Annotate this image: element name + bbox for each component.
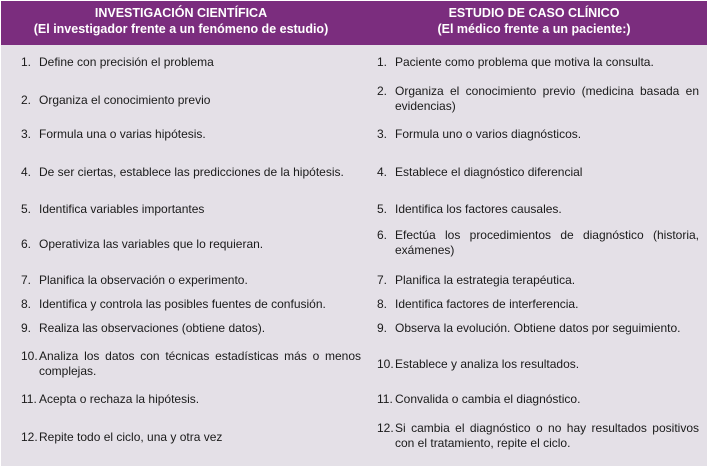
left-item-number: 5.	[21, 202, 32, 216]
right-item-number: 5.	[377, 202, 388, 216]
right-item-number: 2.	[377, 84, 388, 98]
right-cell	[377, 421, 699, 451]
left-cell	[21, 127, 361, 142]
right-item-text: Planifica la estrategia terapéutica.	[395, 273, 576, 287]
header-left	[1, 5, 361, 37]
left-cell	[21, 202, 361, 217]
right-item-text: Identifica los factores causales.	[395, 202, 562, 216]
left-cell	[21, 349, 361, 379]
right-item-text: Paciente como problema que motiva la consulta.	[395, 55, 654, 69]
left-item-text: Repite todo el ciclo, una y otra vez	[39, 430, 223, 444]
left-item-number: 12.	[21, 430, 38, 444]
left-cell	[21, 321, 361, 336]
left-item-number: 3.	[21, 127, 32, 141]
right-cell	[377, 165, 699, 180]
right-item-text: Si cambia el diagnóstico o no hay resultados positivos con el tratamiento, repite el ciclo.	[395, 421, 699, 450]
left-item-number: 2.	[21, 93, 32, 107]
left-item-text: Formula una o varias hipótesis.	[39, 127, 206, 141]
right-cell	[377, 297, 699, 312]
left-item-text: Planifica la observación o experimento.	[39, 273, 248, 287]
right-cell	[377, 321, 699, 336]
right-item-text: Formula uno o varios diagnósticos.	[395, 127, 582, 141]
left-item-text: Acepta o rechaza la hipótesis.	[39, 392, 200, 406]
left-item-number: 4.	[21, 165, 32, 179]
right-cell	[377, 392, 699, 407]
left-cell	[21, 273, 361, 288]
comparison-table	[1, 1, 707, 466]
right-cell	[377, 84, 699, 114]
right-item-number: 1.	[377, 55, 388, 69]
right-cell	[377, 55, 699, 70]
left-cell	[21, 55, 361, 70]
right-item-number: 12.	[377, 421, 394, 435]
left-item-text: Operativiza las variables que lo requieran.	[39, 237, 264, 251]
header-right-subtitle: (El médico frente a un paciente:)	[437, 22, 631, 36]
header-right	[361, 5, 707, 37]
right-cell	[377, 357, 699, 372]
left-item-text: Identifica variables importantes	[39, 202, 205, 216]
right-item-text: Identifica factores de interferencia.	[395, 297, 579, 311]
left-item-number: 9.	[21, 321, 32, 335]
right-cell	[377, 273, 699, 288]
right-item-text: Observa la evolución. Obtiene datos por seguimiento.	[395, 321, 681, 335]
right-cell	[377, 202, 699, 217]
right-item-number: 9.	[377, 321, 388, 335]
left-item-text: Analiza los datos con técnicas estadísticas más o menos complejas.	[39, 349, 361, 378]
left-item-number: 10.	[21, 349, 38, 363]
right-item-number: 10.	[377, 357, 394, 371]
header-left-subtitle: (El investigador frente a un fenómeno de estudio)	[33, 22, 329, 36]
left-item-text: Identifica y controla las posibles fuentes de confusión.	[39, 297, 326, 311]
right-item-number: 7.	[377, 273, 388, 287]
left-item-number: 7.	[21, 273, 32, 287]
left-cell	[21, 165, 361, 180]
table-header	[1, 1, 707, 45]
right-item-text: Establece y analiza los resultados.	[395, 357, 580, 371]
left-item-number: 8.	[21, 297, 32, 311]
header-right-title: ESTUDIO DE CASO CLÍNICO	[448, 6, 620, 20]
right-item-text: Convalida o cambia el diagnóstico.	[395, 392, 581, 406]
right-item-text: Efectúa los procedimientos de diagnóstico (historia, exámenes)	[395, 228, 699, 257]
left-cell	[21, 392, 361, 407]
left-item-text: Organiza el conocimiento previo	[39, 93, 211, 107]
left-cell	[21, 93, 361, 108]
right-cell	[377, 127, 699, 142]
right-item-number: 8.	[377, 297, 388, 311]
right-item-number: 6.	[377, 228, 388, 242]
right-item-number: 4.	[377, 165, 388, 179]
left-item-number: 11.	[21, 392, 37, 406]
right-cell	[377, 228, 699, 258]
left-item-text: Define con precisión el problema	[39, 55, 214, 69]
right-item-text: Organiza el conocimiento previo (medicina basada en evidencias)	[395, 84, 699, 113]
left-cell	[21, 237, 361, 252]
right-item-number: 3.	[377, 127, 388, 141]
left-item-number: 1.	[21, 55, 32, 69]
left-cell	[21, 297, 361, 312]
left-item-text: Realiza las observaciones (obtiene datos).	[39, 321, 266, 335]
left-item-number: 6.	[21, 237, 32, 251]
right-item-number: 11.	[377, 392, 393, 406]
left-item-text: De ser ciertas, establece las predicciones de la hipótesis.	[39, 165, 344, 179]
right-item-text: Establece el diagnóstico diferencial	[395, 165, 583, 179]
header-left-title: INVESTIGACIÓN CIENTÍFICA	[94, 6, 268, 20]
left-cell	[21, 430, 361, 445]
